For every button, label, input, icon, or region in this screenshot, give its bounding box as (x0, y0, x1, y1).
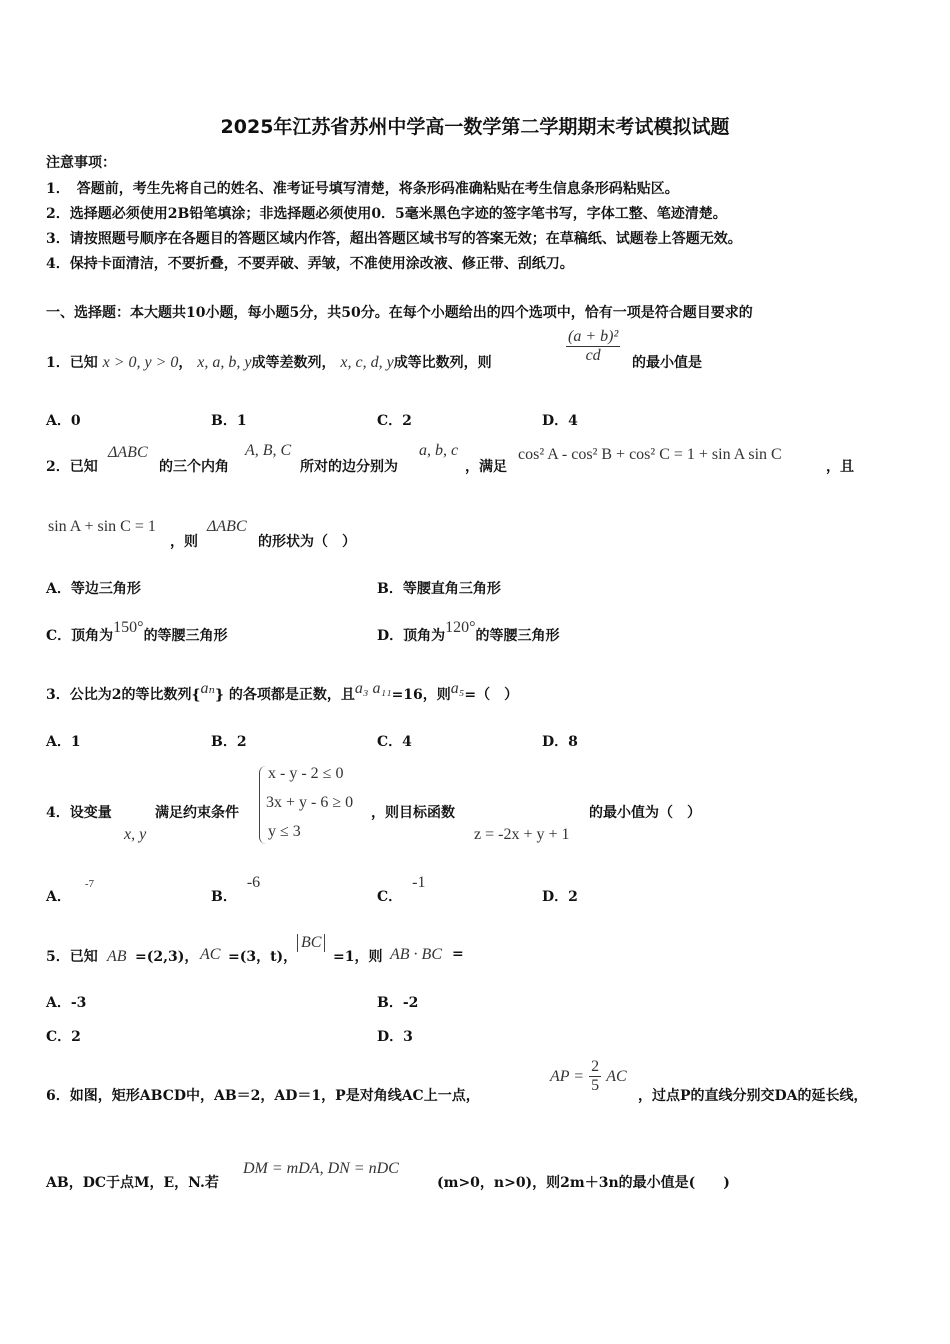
section-heading: 一、选择题：本大题共10小题，每小题5分，共50分。在每个小题给出的四个选项中，恰有一项是符合题目要求的 (46, 305, 753, 321)
q2-option-c-label: C．顶角为 (46, 628, 114, 644)
q2-text: 已知 (69, 459, 98, 475)
question-number: 5． (46, 949, 70, 965)
q5-text: 已知 (69, 949, 98, 965)
q1-math: x > 0, y > 0 (102, 354, 179, 371)
q2-math: ΔABC (207, 518, 247, 535)
notice-item: 4．保持卡面清洁，不要折叠，不要弄破、弄皱，不准使用涂改液、修正带、刮纸刀。 (46, 256, 574, 272)
question-6 (46, 1085, 480, 1105)
q2-text: 所对的边分别为 (300, 459, 398, 475)
q5-option-d[interactable]: D．3 (377, 1029, 413, 1045)
q6-text: ，过点P的直线分别交DA的延长线， (638, 1088, 868, 1104)
q4-constraint: x - y - 2 ≤ 0 (268, 765, 344, 782)
q4-option-a[interactable] (46, 878, 95, 906)
q5-math: AC (200, 946, 221, 963)
q1-math: x, a, b, y (197, 354, 252, 371)
q2-option-d[interactable] (377, 619, 560, 645)
q2-text: 的形状为（ ） (258, 534, 356, 550)
q1-text: 成等差数列， (251, 355, 336, 371)
q2-text: ，则 (170, 534, 198, 550)
q5-math: AB · BC (390, 946, 442, 963)
q3-math: a₅ (450, 680, 465, 697)
q2-option-b[interactable]: B．等腰直角三角形 (377, 581, 501, 597)
q5-text: =1，则 (333, 949, 383, 965)
q2-option-d-text: 的等腰三角形 (475, 628, 560, 644)
q4-option-d[interactable]: D．2 (542, 889, 578, 905)
q2-math: ΔABC (108, 444, 148, 461)
q2-math: a, b, c (419, 442, 459, 459)
q3-option-c[interactable]: C．4 (377, 734, 412, 750)
q1-option-a[interactable]: A．0 (46, 413, 81, 429)
question-number: 2． (46, 459, 70, 475)
q4-option-a-label: A． (46, 889, 71, 905)
notice-item: 1． 答题前，考生先将自己的姓名、准考证号填写清楚，将条形码准确粘贴在考生信息条形码粘贴区。 (46, 181, 679, 197)
q5-math: AB (107, 948, 127, 965)
q4-option-c-math: -1 (412, 874, 426, 891)
q6-frac-den: 5 (591, 1077, 600, 1094)
q4-text: 设变量 (69, 805, 112, 821)
q4-option-c[interactable] (377, 874, 426, 906)
q4-option-a-math: -7 (84, 878, 95, 890)
question-number: 3． (46, 687, 70, 703)
question-2 (46, 456, 98, 476)
q1-fraction (566, 328, 620, 365)
q1-math: x, c, d, y (340, 354, 394, 371)
q6-math-rhs: AC (606, 1068, 627, 1085)
q4-option-b[interactable] (211, 874, 261, 906)
q3-math: aₙ (200, 680, 215, 697)
q4-constraint: y ≤ 3 (268, 823, 301, 840)
q6-text: (m>0，n>0)，则2m＋3n的最小值是( ) (437, 1175, 730, 1191)
q1-frac-den: cd (585, 347, 601, 364)
q5-option-c[interactable]: C．2 (46, 1029, 81, 1045)
q1-frac-num: (a + b)² (568, 328, 619, 345)
q4-constraint: 3x + y - 6 ≥ 0 (266, 794, 354, 811)
q1-text: 已知 (69, 355, 98, 371)
q3-option-d[interactable]: D．8 (542, 734, 578, 750)
question-3 (46, 680, 519, 704)
q2-option-a[interactable]: A．等边三角形 (46, 581, 141, 597)
question-5 (46, 946, 98, 966)
q3-math: a₃ a₁₁ (354, 680, 392, 697)
q5-option-a[interactable]: A．-3 (46, 995, 87, 1011)
q3-text: =（ ） (464, 687, 519, 703)
q4-math: z = -2x + y + 1 (474, 826, 570, 843)
q4-text: 满足约束条件 (155, 805, 239, 821)
page-title: 2025年江苏省苏州中学高一数学第二学期期末考试模拟试题 (220, 116, 730, 138)
notice-item: 3．请按照题号顺序在各题目的答题区域内作答，超出答题区域书写的答案无效；在草稿纸、试题卷上答题无效。 (46, 231, 742, 247)
q2-option-c[interactable] (46, 619, 228, 645)
q6-frac-num: 2 (591, 1058, 600, 1075)
q2-text: ，满足 (465, 459, 507, 475)
notice-heading: 注意事项： (46, 155, 116, 171)
q4-text: 的最小值为（ ） (589, 805, 701, 821)
q4-option-c-label: C． (377, 889, 403, 905)
q2-text: 的三个内角 (159, 459, 229, 475)
q5-text: = (452, 946, 464, 962)
q3-text: =16，则 (391, 687, 451, 703)
q1-text: 成等比数列，则 (393, 355, 492, 371)
question-number: 6． (46, 1088, 70, 1104)
q6-math-ap (550, 1058, 627, 1095)
q2-text: ，且 (826, 459, 854, 475)
q4-system-brace (259, 766, 266, 844)
q3-text: 公比为2的等比数列{ (69, 687, 201, 703)
question-number: 1． (46, 355, 70, 371)
q4-math: x, y (124, 826, 147, 843)
q5-text: =(2,3)， (135, 949, 199, 965)
q3-option-a[interactable]: A．1 (46, 734, 81, 750)
q4-option-b-math: -6 (246, 874, 261, 891)
q5-option-b[interactable]: B．-2 (377, 995, 419, 1011)
q5-text: =(3，t)， (228, 949, 298, 965)
q2-option-c-text: 的等腰三角形 (143, 628, 228, 644)
q1-text: 的最小值是 (632, 355, 702, 371)
q6-text: AB，DC于点M，E，N.若 (46, 1175, 219, 1191)
q6-math-lhs: AP = (550, 1068, 585, 1085)
q2-math: sin A + sin C = 1 (48, 518, 156, 535)
q5-math: BC (297, 934, 325, 952)
q1-option-b[interactable]: B．1 (211, 413, 247, 429)
q1-option-c[interactable]: C．2 (377, 413, 412, 429)
q2-option-d-math: 120° (445, 619, 476, 636)
q4-text: ，则目标函数 (371, 805, 455, 821)
q2-math: cos² A - cos² B + cos² C = 1 + sin A sin C (518, 446, 782, 463)
notice-item: 2．选择题必须使用2B铅笔填涂；非选择题必须使用0．5毫米黑色字迹的签字笔书写，字体工整、笔迹清楚。 (46, 206, 727, 222)
q6-text: 如图，矩形ABCD中，AB＝2，AD＝1，P是对角线AC上一点， (69, 1088, 480, 1104)
question-4 (46, 802, 112, 822)
q3-text: } 的各项都是正数，且 (214, 687, 355, 703)
question-1 (46, 352, 492, 372)
question-number: 4． (46, 805, 70, 821)
q4-option-b-label: B． (211, 889, 237, 905)
q1-sep: ， (178, 355, 193, 371)
q1-option-d[interactable]: D．4 (542, 413, 578, 429)
q3-option-b[interactable]: B．2 (211, 734, 247, 750)
q2-option-c-math: 150° (113, 619, 144, 636)
q6-math: DM = mDA, DN = nDC (243, 1160, 399, 1177)
q2-math: A, B, C (245, 442, 292, 459)
q2-option-d-label: D．顶角为 (377, 628, 446, 644)
